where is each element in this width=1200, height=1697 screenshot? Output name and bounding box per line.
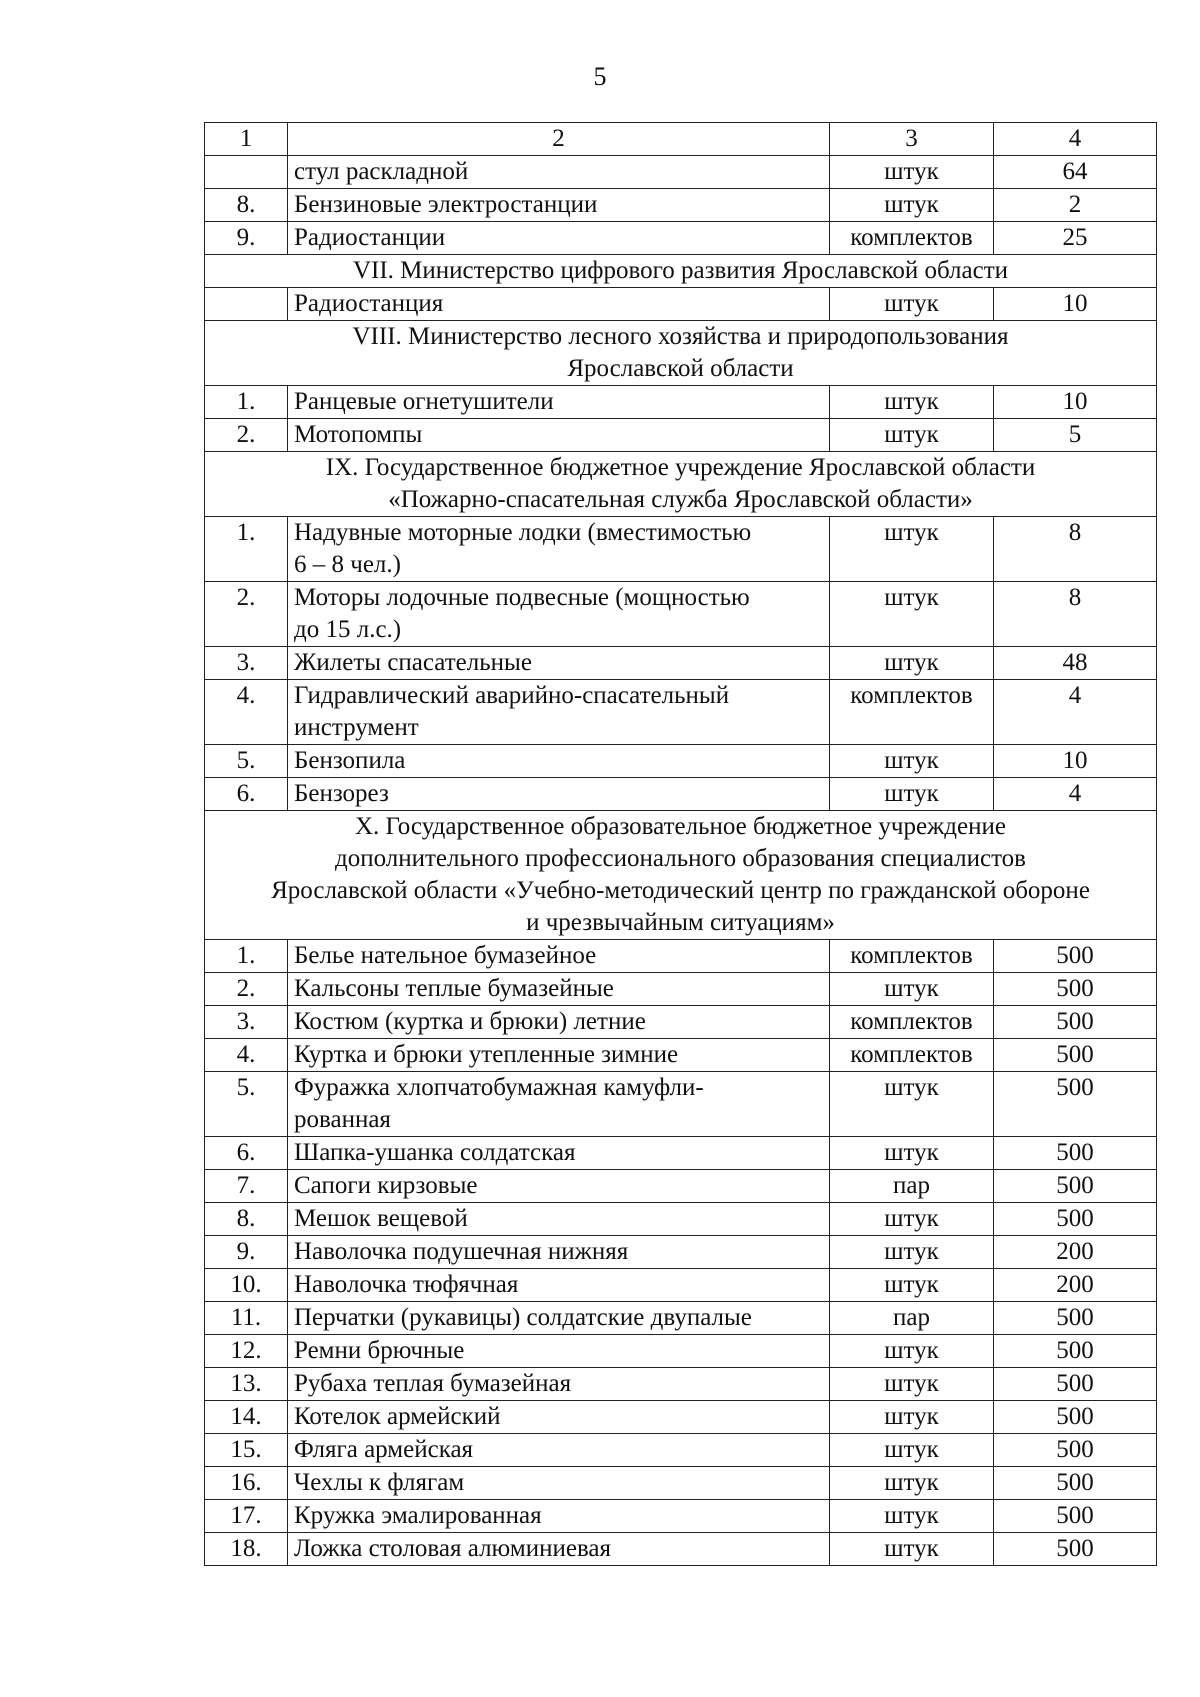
item-number: 6.: [205, 1137, 288, 1170]
item-name-line: Белье нательное бумазейное: [294, 942, 597, 969]
item-name-line: Шапка-ушанка солдатская: [294, 1139, 576, 1166]
item-name: [288, 1368, 830, 1401]
section-heading: [205, 452, 1157, 517]
section-heading: [205, 811, 1157, 940]
item-number: 2.: [205, 419, 288, 452]
item-name-line: до 15 л.с.): [294, 616, 402, 643]
table-row: [205, 1039, 1157, 1072]
item-number: 1.: [205, 517, 288, 582]
item-name: [288, 156, 830, 189]
item-name: [288, 1434, 830, 1467]
item-name: [288, 778, 830, 811]
table-row: [205, 1434, 1157, 1467]
item-unit: штук: [830, 1533, 994, 1566]
section-heading-line: и чрезвычайным ситуациям»: [526, 909, 835, 936]
item-quantity: 500: [994, 1401, 1157, 1434]
item-name-line: Гидравлический аварийно-спасательный: [294, 682, 730, 709]
item-unit: штук: [830, 1401, 994, 1434]
item-unit: комплектов: [830, 1039, 994, 1072]
item-unit: штук: [830, 1500, 994, 1533]
section-heading: [205, 255, 1157, 288]
item-name: [288, 1500, 830, 1533]
item-name-line: Моторы лодочные подвесные (мощностью: [294, 584, 750, 611]
item-name: [288, 1203, 830, 1236]
item-quantity: 64: [994, 156, 1157, 189]
item-unit: штук: [830, 1335, 994, 1368]
item-name-line: Кружка эмалированная: [294, 1502, 542, 1529]
item-number: 2.: [205, 973, 288, 1006]
item-unit: штук: [830, 386, 994, 419]
item-number: 8.: [205, 1203, 288, 1236]
item-number: 14.: [205, 1401, 288, 1434]
equipment-table: [204, 122, 1157, 1566]
table-row: [205, 189, 1157, 222]
item-name-line: Куртка и брюки утепленные зимние: [294, 1041, 679, 1068]
item-name-line: инструмент: [294, 714, 419, 741]
item-unit: штук: [830, 1368, 994, 1401]
table-row: [205, 680, 1157, 745]
item-unit: штук: [830, 419, 994, 452]
table-row: [205, 1401, 1157, 1434]
table-row: [205, 745, 1157, 778]
item-number: 12.: [205, 1335, 288, 1368]
table-row: [205, 156, 1157, 189]
table-row: [205, 222, 1157, 255]
item-name-line: Бензорез: [294, 780, 389, 807]
table-row: [205, 1302, 1157, 1335]
item-unit: комплектов: [830, 222, 994, 255]
item-unit: штук: [830, 1269, 994, 1302]
section-heading-line: X. Государственное образовательное бюджетное учреждение: [355, 813, 1006, 840]
table-row: [205, 1335, 1157, 1368]
item-number: 3.: [205, 1006, 288, 1039]
item-number: 16.: [205, 1467, 288, 1500]
header-col-4: 4: [994, 123, 1157, 156]
item-number: 2.: [205, 582, 288, 647]
table-row: [205, 1137, 1157, 1170]
item-unit: штук: [830, 778, 994, 811]
item-quantity: 500: [994, 1170, 1157, 1203]
item-unit: комплектов: [830, 940, 994, 973]
item-number: 9.: [205, 222, 288, 255]
item-quantity: 500: [994, 1203, 1157, 1236]
section-heading-line: VIII. Министерство лесного хозяйства и природопользования: [352, 323, 1009, 350]
item-quantity: 500: [994, 1302, 1157, 1335]
item-quantity: 500: [994, 940, 1157, 973]
item-name: [288, 1401, 830, 1434]
item-quantity: 500: [994, 1368, 1157, 1401]
table-row: [205, 1467, 1157, 1500]
item-name: [288, 419, 830, 452]
section-heading-line: Ярославской области «Учебно-методический центр по гражданской обороне: [271, 877, 1090, 904]
item-name: [288, 1269, 830, 1302]
item-unit: штук: [830, 517, 994, 582]
item-unit: пар: [830, 1302, 994, 1335]
item-number: 18.: [205, 1533, 288, 1566]
item-name: [288, 582, 830, 647]
item-number: [205, 156, 288, 189]
item-name: [288, 1072, 830, 1137]
item-name: [288, 647, 830, 680]
item-quantity: 8: [994, 517, 1157, 582]
item-name: [288, 1533, 830, 1566]
table-row: [205, 778, 1157, 811]
item-quantity: 25: [994, 222, 1157, 255]
item-unit: штук: [830, 1434, 994, 1467]
table-row: [205, 288, 1157, 321]
item-quantity: 500: [994, 1137, 1157, 1170]
item-unit: штук: [830, 1467, 994, 1500]
section-heading-line: VII. Министерство цифрового развития Ярославской области: [352, 257, 1009, 284]
item-number: 13.: [205, 1368, 288, 1401]
item-number: 4.: [205, 1039, 288, 1072]
item-name: [288, 745, 830, 778]
item-name-line: Рубаха теплая бумазейная: [294, 1370, 572, 1397]
item-name-line: Чехлы к флягам: [294, 1469, 465, 1496]
item-unit: комплектов: [830, 1006, 994, 1039]
item-quantity: 10: [994, 288, 1157, 321]
item-number: 17.: [205, 1500, 288, 1533]
item-unit: штук: [830, 1203, 994, 1236]
table-row: [205, 1533, 1157, 1566]
item-name-line: Радиостанции: [294, 224, 446, 251]
item-name-line: Надувные моторные лодки (вместимостью: [294, 519, 752, 546]
item-name: [288, 1302, 830, 1335]
section-heading: [205, 321, 1157, 386]
item-quantity: 10: [994, 745, 1157, 778]
item-unit: штук: [830, 156, 994, 189]
item-quantity: 500: [994, 1335, 1157, 1368]
item-quantity: 2: [994, 189, 1157, 222]
item-name: [288, 517, 830, 582]
item-quantity: 48: [994, 647, 1157, 680]
section-heading-row: [205, 255, 1157, 288]
item-name: [288, 680, 830, 745]
section-heading-row: [205, 321, 1157, 386]
table-row: [205, 419, 1157, 452]
section-heading-row: [205, 452, 1157, 517]
item-name: [288, 222, 830, 255]
item-quantity: 10: [994, 386, 1157, 419]
item-number: 15.: [205, 1434, 288, 1467]
item-name-line: Бензиновые электростанции: [294, 191, 598, 218]
item-number: 7.: [205, 1170, 288, 1203]
item-unit: комплектов: [830, 680, 994, 745]
item-number: 5.: [205, 745, 288, 778]
item-name-line: Перчатки (рукавицы) солдатские двупалые: [294, 1304, 752, 1331]
item-number: 3.: [205, 647, 288, 680]
item-number: 11.: [205, 1302, 288, 1335]
section-heading-line: IX. Государственное бюджетное учреждение Ярославской области: [325, 454, 1036, 481]
item-name-line: Жилеты спасательные: [294, 649, 532, 676]
item-name-line: Фляга армейская: [294, 1436, 474, 1463]
table-row: [205, 1368, 1157, 1401]
item-name-line: Ремни брючные: [294, 1337, 465, 1364]
table-row: [205, 517, 1157, 582]
item-quantity: 500: [994, 1072, 1157, 1137]
section-heading-line: Ярославской области: [567, 355, 794, 382]
table-row: [205, 1072, 1157, 1137]
table-row: [205, 1170, 1157, 1203]
table-row: [205, 973, 1157, 1006]
item-quantity: 500: [994, 1500, 1157, 1533]
item-number: 10.: [205, 1269, 288, 1302]
item-quantity: 500: [994, 1434, 1157, 1467]
header-col-3: 3: [830, 123, 994, 156]
item-name: [288, 1137, 830, 1170]
item-name: [288, 1039, 830, 1072]
item-unit: штук: [830, 1072, 994, 1137]
item-quantity: 500: [994, 1467, 1157, 1500]
item-quantity: 8: [994, 582, 1157, 647]
section-heading-row: [205, 811, 1157, 940]
table-row: [205, 1500, 1157, 1533]
item-name: [288, 1170, 830, 1203]
table-row: [205, 582, 1157, 647]
item-quantity: 4: [994, 680, 1157, 745]
item-name: [288, 189, 830, 222]
item-number: 4.: [205, 680, 288, 745]
item-unit: штук: [830, 973, 994, 1006]
item-name-line: Сапоги кирзовые: [294, 1172, 478, 1199]
item-name-line: 6 – 8 чел.): [294, 551, 401, 578]
item-name-line: Наволочка тюфячная: [294, 1271, 519, 1298]
item-name: [288, 288, 830, 321]
table-row: [205, 1006, 1157, 1039]
item-number: 1.: [205, 940, 288, 973]
item-name: [288, 1335, 830, 1368]
item-number: 6.: [205, 778, 288, 811]
table-row: [205, 1203, 1157, 1236]
item-unit: пар: [830, 1170, 994, 1203]
item-number: 8.: [205, 189, 288, 222]
item-quantity: 4: [994, 778, 1157, 811]
item-unit: штук: [830, 647, 994, 680]
item-quantity: 500: [994, 1006, 1157, 1039]
item-unit: штук: [830, 745, 994, 778]
item-name: [288, 973, 830, 1006]
item-quantity: 200: [994, 1236, 1157, 1269]
table-row: [205, 1269, 1157, 1302]
item-unit: штук: [830, 1236, 994, 1269]
item-name-line: Наволочка подушечная нижняя: [294, 1238, 629, 1265]
item-name-line: рованная: [294, 1106, 391, 1133]
table-row: [205, 1236, 1157, 1269]
item-unit: штук: [830, 288, 994, 321]
table-row: [205, 940, 1157, 973]
item-name-line: Радиостанция: [294, 290, 444, 317]
item-number: 5.: [205, 1072, 288, 1137]
item-quantity: 500: [994, 973, 1157, 1006]
item-name-line: Ранцевые огнетушители: [294, 388, 554, 415]
item-unit: штук: [830, 582, 994, 647]
item-name-line: Бензопила: [294, 747, 406, 774]
item-name-line: Мешок вещевой: [294, 1205, 468, 1232]
item-quantity: 500: [994, 1533, 1157, 1566]
item-name-line: Ложка столовая алюминиевая: [294, 1535, 612, 1562]
item-number: 9.: [205, 1236, 288, 1269]
item-quantity: 500: [994, 1039, 1157, 1072]
item-name: [288, 1006, 830, 1039]
item-name-line: Фуражка хлопчатобумажная камуфли-: [294, 1074, 704, 1101]
item-name-line: Мотопомпы: [294, 421, 423, 448]
item-quantity: 5: [994, 419, 1157, 452]
section-heading-line: дополнительного профессионального образования специалистов: [335, 845, 1026, 872]
page-number: 5: [593, 62, 607, 91]
table-row: [205, 647, 1157, 680]
section-heading-line: «Пожарно-спасательная служба Ярославской области»: [388, 486, 973, 513]
item-name: [288, 1236, 830, 1269]
item-name-line: Кальсоны теплые бумазейные: [294, 975, 614, 1002]
item-unit: штук: [830, 189, 994, 222]
item-name: [288, 940, 830, 973]
item-name: [288, 1467, 830, 1500]
item-name-line: Костюм (куртка и брюки) летние: [294, 1008, 646, 1035]
table-header-row: [205, 123, 1157, 156]
header-col-2: 2: [288, 123, 830, 156]
item-name-line: стул раскладной: [294, 158, 469, 185]
item-unit: штук: [830, 1137, 994, 1170]
item-quantity: 200: [994, 1269, 1157, 1302]
item-name: [288, 386, 830, 419]
header-col-1: 1: [205, 123, 288, 156]
table-row: [205, 386, 1157, 419]
item-name-line: Котелок армейский: [294, 1403, 501, 1430]
item-number: 1.: [205, 386, 288, 419]
item-number: [205, 288, 288, 321]
